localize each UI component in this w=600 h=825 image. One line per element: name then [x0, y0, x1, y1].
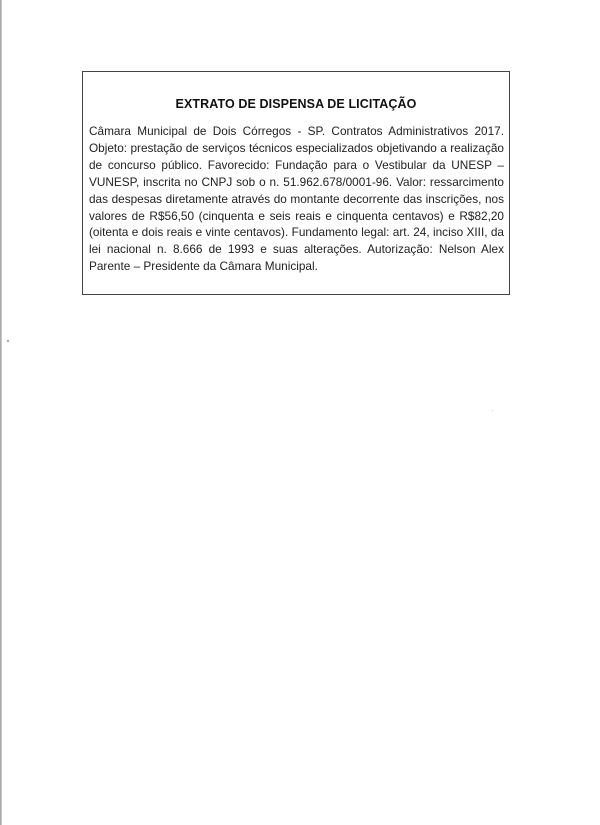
extract-title: EXTRATO DE DISPENSA DE LICITAÇÃO: [175, 97, 417, 111]
scanned-page-edge: [0, 0, 2, 825]
scan-speck: [492, 410, 493, 411]
scan-speck: [7, 340, 9, 342]
extract-body-text: Câmara Municipal de Dois Córregos - SP. Contratos Administrativos 2017. Objeto: prestação de serviços técnicos especializados objetivando a realização de concurso público. Favorecido: Fundação para o Vestibular da UNESP – VUNESP, inscrita no CNPJ sob o n. 51.962.678/0001-96. Valor: ressarcimento das despesas diretamente através do montante decorrente das inscrições, nos valores de R$56,50 (cinquenta e seis reais e cinquenta centavos) e R$82,20 (oitenta e dois reais e vinte centavos). Fundamento legal: art. 24, inciso XIII, da lei nacional n. 8.666 de 1993 e suas alterações. Autorização: Nelson Alex Parente – Presidente da Câmara Municipal.: [89, 124, 504, 274]
extract-box: [82, 71, 510, 295]
